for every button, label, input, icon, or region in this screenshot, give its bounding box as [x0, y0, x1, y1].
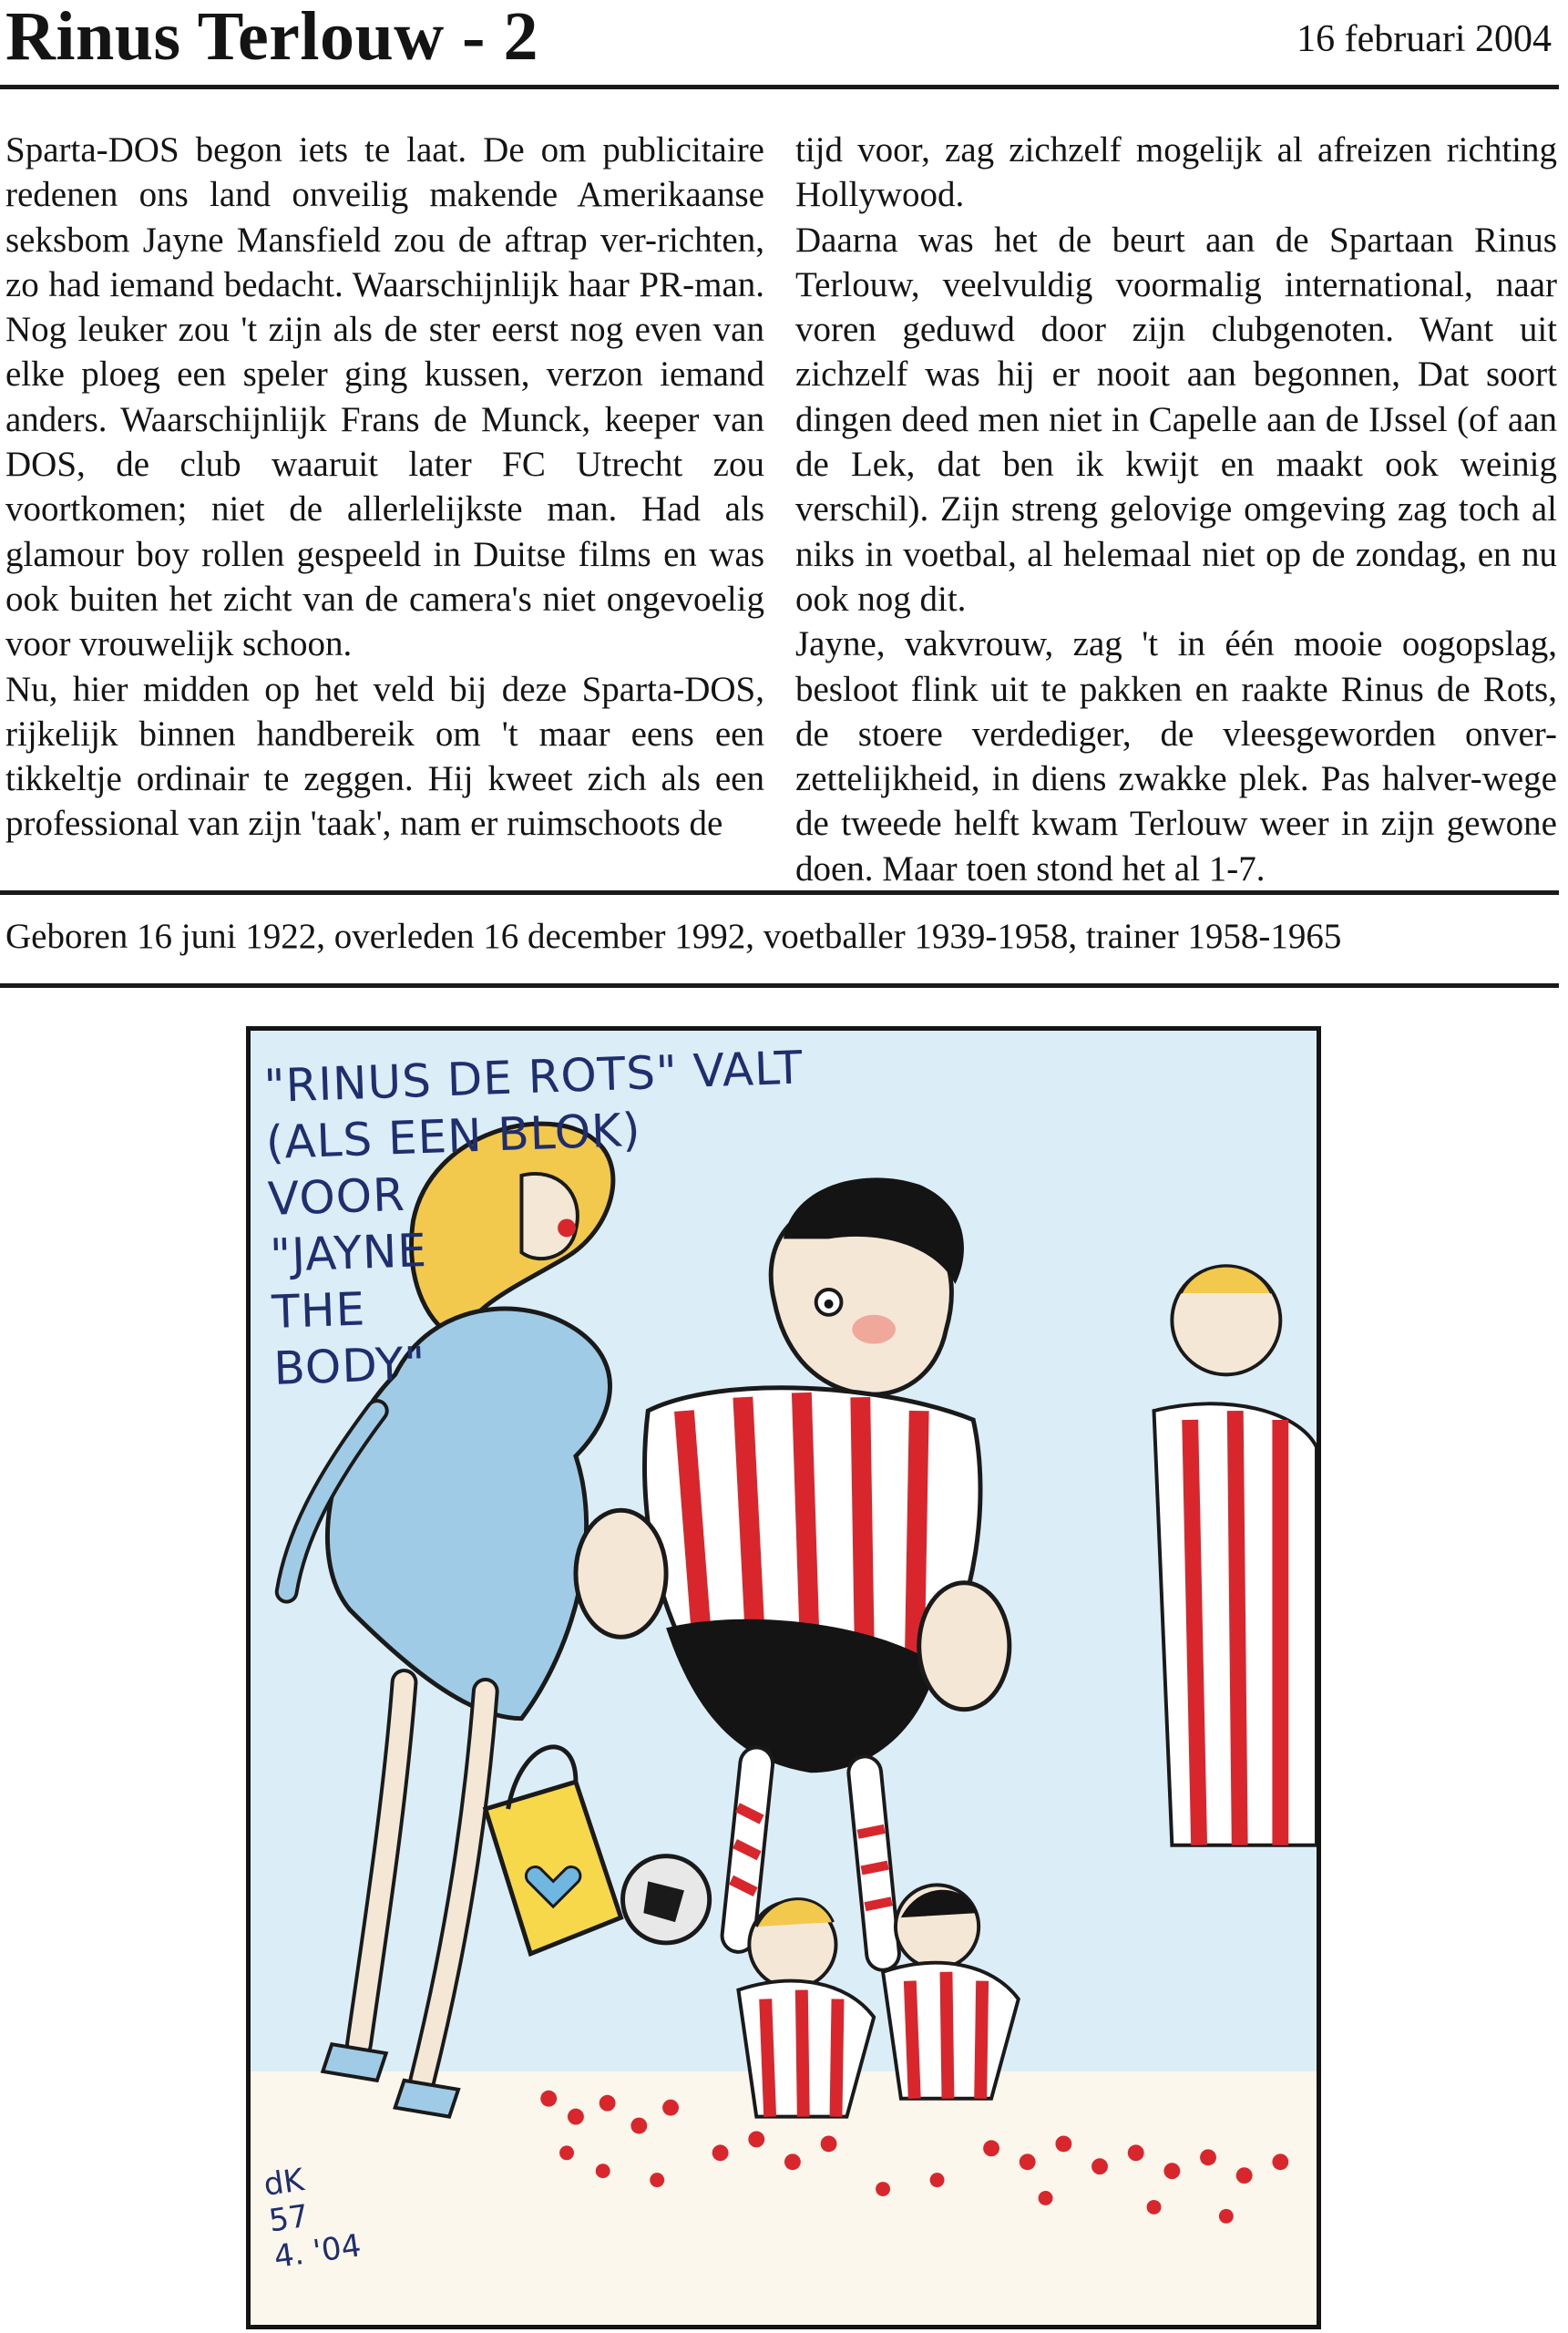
footballer-hand: [919, 1583, 1009, 1710]
article-paragraph: Jayne, vakvrouw, zag 't in één mooie oogopslag, besloot flink uit te pakken en raakte Rinus de Rots, de stoere verdediger, de vleesgeworden onver-zettelijkheid, in diens zwakke plek. Pas halver-wege de tweede helft kwam Terlouw weer in zijn gewone doen. Maar toen stond het al 1-7.: [795, 624, 1557, 889]
header-divider: [0, 85, 1559, 89]
signature-line: 57: [266, 2197, 312, 2240]
handwritten-line: VOOR: [267, 1167, 406, 1227]
article-paragraph: Daarna was het de beurt aan de Spartaan Rinus Terlouw, veelvuldig voormalig international, naar voren geduwd door zijn clubgenoten. Want uit zichzelf was hij er nooit aan begonnen, Dat soort dingen deed men niet in Capelle aan de IJssel (of aan de Lek, dat ben ik kwijt en maakt ook weinig verschil). Zijn streng gelovige omgeving zag toch al niks in voetbal, al helemaal niet op de zondag, en nu ook nog dit.: [795, 220, 1557, 619]
cartoon-illustration: [246, 1026, 1321, 2329]
handwritten-line: THE: [271, 1282, 367, 1339]
biography-caption: Geboren 16 juni 1922, overleden 16 december 1992, voetballer 1939-1958, trainer 1958-1965: [5, 917, 1342, 956]
signature-line: dK: [261, 2162, 307, 2204]
handwritten-line: "RINUS DE ROTS" VALT: [262, 1041, 804, 1114]
publication-date: 16 februari 2004: [1296, 18, 1552, 60]
article-paragraph: tijd voor, zag zichzelf mogelijk al afreizen richting Hollywood.: [795, 130, 1557, 215]
article-paragraph: Sparta-DOS begon iets te laat. De om publicitaire redenen ons land onveilig makende Amerikaanse seksbom Jayne Mansfield zou de aftrap ver-richten, zo had iemand bedacht. Waarschijnlijk haar PR-man. Nog leuker zou 't zijn als de ster eerst nog even van elke ploeg een speler ging kussen, verzon iemand anders. Waarschijnlijk Frans de Munck, keeper van DOS, de club waaruit later FC Utrecht zou voortkomen; niet de allerlelijkste man. Had als glamour boy rollen gespeeld in Duitse films en was ook buiten het zicht van de camera's niet ongevoelig voor vrouwelijk schoon.: [5, 130, 764, 664]
handwritten-line: BODY": [272, 1337, 427, 1395]
handwritten-line: (ALS EEN BLOK): [264, 1103, 642, 1170]
cartoon-handwritten-text: [262, 1041, 804, 1397]
footballer-cheek: [852, 1315, 896, 1344]
article-column-left: [5, 128, 764, 847]
artist-signature: [261, 2155, 364, 2276]
signature-line: 4. '04: [272, 2227, 364, 2276]
caption-divider-top: [0, 890, 1559, 895]
article-column-right: [795, 128, 1557, 891]
footballer-hand: [576, 1510, 666, 1637]
page-title: Rinus Terlouw - 2: [5, 0, 538, 75]
caption-divider-bottom: [0, 983, 1559, 988]
article-paragraph: Nu, hier midden op het veld bij deze Sparta-DOS, rijkelijk binnen handbereik om 't maar eens een tikkeltje ordinair te zeggen. Hij kweet zich als een professional van zijn 'taak', nam er ruimschoots de: [5, 669, 764, 844]
handwritten-line: "JAYNE: [269, 1223, 428, 1282]
